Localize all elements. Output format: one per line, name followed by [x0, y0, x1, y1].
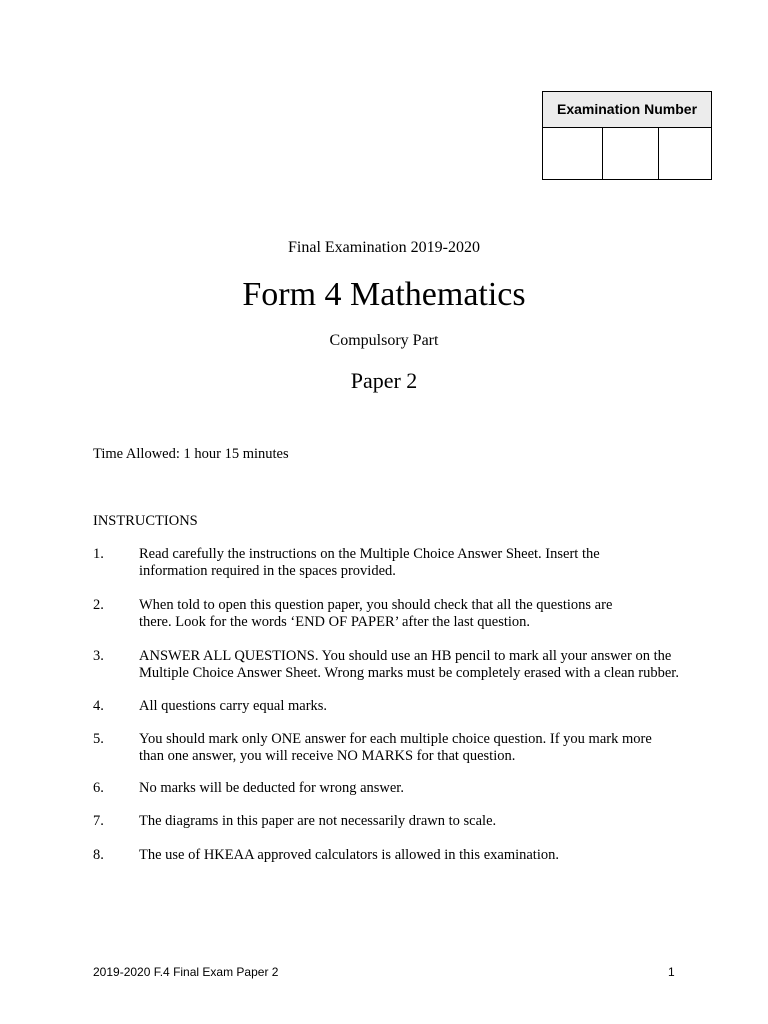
- instruction-item: [93, 546, 693, 580]
- examination-number-box: [542, 91, 712, 180]
- instruction-number: 1.: [93, 546, 104, 562]
- exam-title: Final Examination 2019-2020: [288, 239, 480, 256]
- exam-number-cell-1[interactable]: [543, 128, 603, 179]
- instruction-text: The use of HKEAA approved calculators is allowed in this examination.: [139, 847, 559, 863]
- instruction-text: You should mark only ONE answer for each multiple choice question. If you mark more than one answer, you will receive NO MARKS for that question.: [139, 731, 652, 764]
- page-number: 1: [668, 965, 675, 979]
- instructions-list: [93, 546, 693, 864]
- instruction-text: ANSWER ALL QUESTIONS. You should use an HB pencil to mark all your answer on the Multiple Choice Answer Sheet. Wrong marks must be completely erased with a clean rubber.: [139, 648, 679, 681]
- instruction-number: 2.: [93, 597, 104, 613]
- exam-number-cell-3[interactable]: [659, 128, 711, 179]
- instruction-text: Read carefully the instructions on the Multiple Choice Answer Sheet. Insert the information required in the spaces provided.: [139, 546, 600, 579]
- time-allowed: Time Allowed: 1 hour 15 minutes: [93, 446, 289, 462]
- examination-number-cells: [543, 128, 711, 179]
- instruction-number: 5.: [93, 731, 104, 747]
- instruction-item: [93, 813, 693, 830]
- subject-title: Form 4 Mathematics: [242, 276, 526, 313]
- instructions-heading: INSTRUCTIONS: [93, 513, 198, 529]
- instruction-number: 4.: [93, 698, 104, 714]
- instruction-text: The diagrams in this paper are not necessarily drawn to scale.: [139, 813, 497, 829]
- instruction-text: When told to open this question paper, you should check that all the questions are there. Look for the words ‘END OF PAPER’ after the last question.: [139, 597, 613, 630]
- paper-title: Paper 2: [350, 368, 418, 393]
- instruction-item: [93, 847, 693, 864]
- instruction-item: [93, 698, 693, 715]
- instruction-number: 6.: [93, 780, 104, 796]
- exam-number-cell-2[interactable]: [603, 128, 659, 179]
- instruction-text: No marks will be deducted for wrong answer.: [139, 780, 404, 796]
- instruction-number: 7.: [93, 813, 104, 829]
- instruction-item: [93, 597, 693, 631]
- instruction-item: [93, 731, 693, 765]
- instruction-item: [93, 780, 693, 797]
- examination-number-label: Examination Number: [543, 92, 711, 128]
- instruction-number: 3.: [93, 648, 104, 664]
- instruction-item: [93, 648, 693, 682]
- part-title: Compulsory Part: [329, 332, 439, 349]
- footer-title: 2019-2020 F.4 Final Exam Paper 2: [93, 965, 279, 979]
- instruction-text: All questions carry equal marks.: [139, 698, 328, 714]
- instruction-number: 8.: [93, 847, 104, 863]
